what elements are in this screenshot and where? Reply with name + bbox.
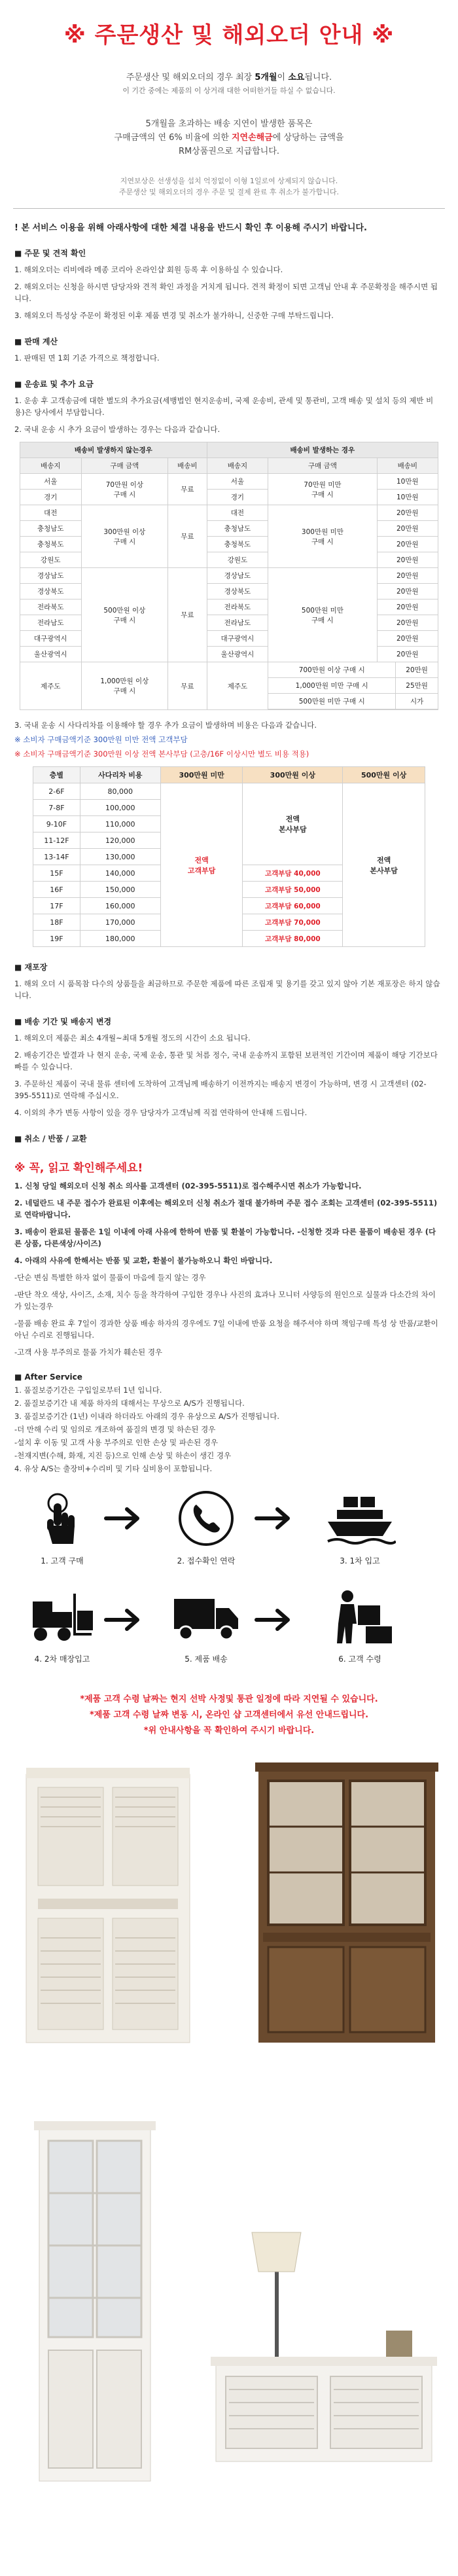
cell-cost: 80,000 [80,783,160,800]
cell-mid-extra: 고객부담 60,000 [243,898,343,914]
cell-under: 전액 고객부담 [160,783,243,947]
cell-region: 대구광역시 [207,631,268,647]
col-amount: 구매 금액 [81,458,168,474]
ladder-cost-table [33,766,425,947]
cell-region: 전라북도 [20,599,82,615]
cell-region: 충청남도 [20,521,82,537]
order-p2: 2. 해외오더는 신청을 하시면 담당자와 견적 확인 과정을 거치게 됩니다. 견적 확정이 되면 고객님 안내 후 주문확정을 해주시면 됩니다. [14,282,438,303]
cell-fee: 10만원 [377,490,438,505]
table-row [33,783,425,800]
cell-amount: 500만원 미만 구매 시 [268,694,396,709]
step-2 [160,1489,252,1566]
cell-amount: 300만원 이상 구매 시 [81,505,168,568]
right-header: 배송비 발생하는 경우 [207,442,438,458]
red-note-3: *위 안내사항을 꼭 확인하여 주시기 바랍니다. [143,1726,315,1736]
cell-fee: 20만원 [377,647,438,662]
delivery-p3: 3. 주문하신 제품이 국내 물류 센터에 도착하여 고객님께 배송하기 이전까지는 배송지 변경이 가능하며, 변경 시 고객센터 (02-395-5511)로 연락해 주십시오. [14,1079,427,1100]
ladder-note-2: ※ 소비자 구매금액기준 300만원 이상 전액 본사부담 (고층/16F 이상시만 별도 비용 적용) [14,749,309,759]
arrow-icon-2 [254,1505,293,1533]
step-5 [160,1587,252,1664]
cell-region: 전라남도 [207,615,268,631]
cell-fee: 시가 [396,694,438,709]
cell-region: 경기 [20,490,82,505]
table-row [20,662,438,710]
cell-region: 경상북도 [20,584,82,599]
cell-fee: 20만원 [377,505,438,521]
product-photos [0,1748,458,2514]
intro-compensation: 5개월을 초과하는 배송 지연이 발생한 품목은 구매금액의 연 6% 비율에 의한 지연손해금에 상당하는 금액을 RM상품권으로 지급합니다. [114,119,344,156]
phone-icon [177,1489,236,1548]
cell-fee: 20만원 [377,521,438,537]
section-tax-title: ■ 판매 계산 [14,337,58,346]
cell-region: 제주도 [207,662,268,710]
step-4-label: 4. 2차 매장입고 [34,1655,90,1664]
wood-cabinet-photo [255,1762,438,2043]
cell-mid-extra: 고객부담 50,000 [243,882,343,898]
notice: ! 본 서비스 이용을 위해 아래사항에 대한 체결 내용을 반드시 확인 후 이용해 주시기 바랍니다. [14,223,367,233]
cell-region: 대구광역시 [20,631,82,647]
section-cancel-title: ■ 취소 / 반품 / 교환 [14,1134,87,1143]
shipping-fee-table [20,442,438,710]
cell-mid-extra: 고객부담 40,000 [243,865,343,882]
cell-cost: 140,000 [80,865,160,882]
cell-fee: 20만원 [377,599,438,615]
white-glass-cabinet-photo [34,2121,156,2481]
cell-region: 울산광역시 [207,647,268,662]
white-cabinet-photo [26,1768,190,2043]
cell-fee: 20만원 [377,568,438,584]
arrow-icon [103,1505,143,1533]
cell-region: 경상남도 [207,568,268,584]
cell-region: 전라남도 [20,615,82,631]
cell-amount: 700만원 이상 구매 시 [268,662,396,678]
process-steps [0,1489,458,1685]
cell-floor: 16F [33,882,80,898]
col-fee: 배송비 [168,458,207,474]
cell-floor: 17F [33,898,80,914]
cell-fee: 20만원 [377,615,438,631]
truck-icon [170,1587,242,1646]
ship-p3: 3. 국내 운송 시 사다리차를 이용해야 할 경우 추가 요금이 발생하며 비용은 다음과 같습니다. [14,721,317,730]
step-3 [314,1489,406,1566]
delivery-p4: 4. 이외의 추가 변동 사항이 있을 경우 담당자가 고객님께 직접 연락하여 안내해 드립니다. [14,1108,308,1117]
cell-region: 대전 [207,505,268,521]
cancel-p3: 3. 배송이 완료된 물품은 1일 이내에 아래 사유에 한하여 반품 및 환불이 가능합니다. -신청한 것과 다른 물품이 배송된 경우 (다른 상품, 다른색상/사이즈) [14,1227,436,1248]
cancel-p2: 2. 네덜란드 내 주문 접수가 완료된 이후에는 해외오더 신청 취소가 절대 불가하며 주문 접수 조회는 고객센터 (02-395-5511)로 연락바랍니다. [14,1198,438,1219]
cell-mid-extra: 고객부담 80,000 [243,931,343,947]
cell-fee: 20만원 [396,662,438,678]
arrow-icon-3 [103,1607,143,1635]
cell-amount: 70만원 미만 구매 시 [268,474,377,505]
table-row [20,505,438,521]
cell-region: 경기 [207,490,268,505]
table-row [20,474,438,490]
cell-amount: 500만원 이상 구매 시 [81,568,168,662]
delivery-person-icon [324,1587,396,1646]
cancel-p5: -단순 변심 특별한 하자 없이 물품이 마음에 들지 않는 경우 [14,1273,206,1282]
intro-footnote: 지연보상은 선생성을 섭치 억정없이 이형 1일로여 상제되지 않습니다. 주문생산 및 해외오더의 경우 주문 및 결제 완료 후 취소가 불가합니다. [119,177,339,196]
intro: 주문생산 및 해외오더의 경우 최장 5개월이 소요됩니다. 이 기간 중에는 제품의 이 상거래 대한 어떠한거들 하실 수 없습니다. [122,73,336,95]
after-p7: 4. 유상 A/S는 출장비+수리비 및 기타 실비용이 포함됩니다. [14,1464,213,1473]
red-note-2: *제품 고객 수령 날짜 변동 시, 온라인 샵 고객센터에서 유선 안내드립니다. [89,1710,369,1720]
cell-fee: 무료 [168,662,207,710]
cell-floor: 9-10F [33,816,80,832]
step-1-label: 1. 고객 구매 [41,1556,84,1565]
cell-fee: 20만원 [377,537,438,552]
after-p1: 1. 품질보증기간은 구입일로부터 1년 입니다. [14,1386,162,1395]
cell-floor: 7-8F [33,800,80,816]
ship-icon [324,1489,396,1548]
cell-mid-extra: 고객부담 70,000 [243,914,343,931]
cancel-p6: -판단 착오 색상, 사이즈, 소재, 치수 등을 착각하여 구입한 경우나 사진의 효과나 모니터 사양등의 원인으로 실물과 다소간의 차이가 있는경우 [14,1290,436,1311]
section-order-title: ■ 주문 및 견적 확인 [14,249,86,258]
step-3-label: 3. 1차 입고 [340,1556,380,1565]
cell-fee: 25만원 [396,678,438,694]
cell-fee: 20만원 [377,631,438,647]
jeju-subtable [268,662,438,710]
red-notes [0,1692,458,1739]
cost-header: 300만원 미만 [160,767,243,783]
order-p3: 3. 해외오더 특성상 주문이 확정된 이후 제품 변경 및 취소가 불가하니, 신중한 구매 부탁드립니다. [14,311,334,320]
cell-amount: 1,000만원 미만 구매 시 [268,678,396,694]
cost-header: 층별 [33,767,80,783]
cell-cost: 180,000 [80,931,160,947]
section-resale-title: ■ 재포장 [14,963,48,972]
cell-cost: 130,000 [80,849,160,865]
page-title: ※ 주문생산 및 해외오더 안내 ※ [63,22,395,48]
cell-cost: 100,000 [80,800,160,816]
divider [13,208,445,209]
cell-region: 충청북도 [207,537,268,552]
cell-fee: 무료 [168,568,207,662]
cell-region: 울산광역시 [20,647,82,662]
cost-header: 사다리차 비용 [80,767,160,783]
cost-header: 300만원 이상 [243,767,343,783]
cell-amount: 70만원 이상 구매 시 [81,474,168,505]
ship-p2: 2. 국내 운송 시 추가 요금이 발생하는 경우는 다음과 같습니다. [14,425,220,434]
cell-region: 제주도 [20,662,82,710]
cell-fee: 무료 [168,474,207,505]
cell-region: 충청북도 [20,537,82,552]
cell-floor: 11-12F [33,832,80,849]
after-p3: 3. 품질보증기간 (1년) 이내라 하더라도 아래의 경우 유상으로 A/S가 진행됩니다. [14,1412,280,1421]
cell-amount: 1,000만원 이상 구매 시 [81,662,168,710]
cell-cost: 110,000 [80,816,160,832]
step-2-label: 2. 접수확인 연락 [177,1556,236,1565]
cell-region: 대전 [20,505,82,521]
ship-p1: 1. 운송 후 고객송금에 대한 별도의 추가요금(세뱅법인 현지운송비, 국제 운송비, 관세 및 통관비, 고객 배송 및 설치 등의 제반 비용)은 당사에서 부담합니다. [14,396,434,417]
table-row [20,568,438,584]
cell-floor: 2-6F [33,783,80,800]
cell-floor: 13-14F [33,849,80,865]
left-header: 배송비 발생하지 않는경우 [20,442,207,458]
cost-header: 500만원 이상 [343,767,425,783]
must-read: ※ 꼭, 읽고 확인해주세요! [14,1162,143,1175]
white-console-photo [211,2232,437,2461]
delivery-p1: 1. 해외오더 제품은 최소 4개월~최대 5개월 정도의 시간이 소요 됩니다. [14,1033,251,1043]
cell-region: 경상남도 [20,568,82,584]
cell-region: 경상북도 [207,584,268,599]
cell-cost: 150,000 [80,882,160,898]
arrow-icon-4 [254,1607,293,1635]
cell-amount: 300만원 미만 구매 시 [268,505,377,568]
after-p4: -더 만해 수리 및 임의로 개조하여 품질의 변경 및 하손된 경우 [14,1425,216,1434]
step-1 [16,1489,108,1566]
cell-cost: 160,000 [80,898,160,914]
col-region: 배송지 [20,458,82,474]
cell-region: 강원도 [207,552,268,568]
cancel-p1: 1. 신청 당일 해외오더 신청 취소 의사를 고객센터 (02-395-5511)로 접수해주시면 취소가 가능합니다. [14,1181,362,1190]
cancel-p4: 4. 아래의 사유에 한해서는 반품 및 교환, 환불이 불가능하오니 확인 바랍니다. [14,1256,273,1265]
after-p6: -천재지변(수해, 화재, 지진 등)으로 인해 손상 및 하손이 생긴 경우 [14,1451,232,1460]
cell-floor: 19F [33,931,80,947]
cell-region: 강원도 [20,552,82,568]
cell-mid: 전액 본사부담 [243,783,343,865]
cell-region: 충청남도 [207,521,268,537]
cell-region: 전라북도 [207,599,268,615]
furniture-photos [0,1748,458,2514]
red-note-1: *제품 고객 수령 날짜는 현지 선박 사정및 통관 일정에 따라 지연될 수 있습니다. [80,1694,378,1704]
step-6-label: 6. 고객 수령 [338,1655,381,1664]
cancel-p7: -물품 배송 완료 후 7일이 경과한 상품 배송 하자의 경우에도 7일 이내에 반품 요청을 해주셔야 하며 책임구매 특성 상 반품/교환이 아닌 수리로 진행됩니다. [14,1319,438,1340]
step-6 [314,1587,406,1664]
section-ship-title: ■ 운송료 및 추가 요금 [14,380,94,389]
cell-region: 서울 [20,474,82,490]
cell-fee: 20만원 [377,552,438,568]
tax-p1: 1. 판매된 면 1회 기준 가격으로 책정합니다. [14,353,160,363]
col-fee-2: 배송비 [377,458,438,474]
col-region-2: 배송지 [207,458,268,474]
cell-fee: 20만원 [377,584,438,599]
cell-fee: 무료 [168,505,207,568]
cell-cost: 120,000 [80,832,160,849]
step-4 [16,1587,108,1664]
cell-fee: 10만원 [377,474,438,490]
cell-amount: 500만원 미만 구매 시 [268,568,377,662]
col-amount-2: 구매 금액 [268,458,377,474]
cell-cost: 170,000 [80,914,160,931]
section-delivery-title: ■ 배송 기간 및 배송지 변경 [14,1017,112,1026]
cell-floor: 15F [33,865,80,882]
step-5-label: 5. 제품 배송 [185,1655,228,1664]
order-p1: 1. 해외오더는 리비에라 메종 코리아 온라인샵 회원 등록 후 이용하실 수 있습니다. [14,265,283,274]
cell-region: 서울 [207,474,268,490]
cell-floor: 18F [33,914,80,931]
resale-p1: 1. 해외 오더 시 품목참 다수의 상품들을 최금하므로 주문한 제품에 따른 조립재 및 용기를 갖고 있지 않아 기본 재포장은 하지 않습니다. [14,979,440,1000]
cell-over: 전액 본사부담 [343,783,425,947]
delivery-p2: 2. 배송기간은 발결과 나 현지 운송, 국제 운송, 통관 및 처름 정수, 국내 운송까지 포함된 보편적인 기간이며 제품이 해당 기간보다 빠를 수 있습니다. [14,1050,438,1071]
section-after-title: ■ After Service [14,1372,82,1382]
hand-tap-icon [33,1489,92,1548]
forklift-icon [26,1587,98,1646]
cancel-p8: -고객 사용 부주의로 물품 가치가 훼손된 경우 [14,1348,163,1357]
ladder-note-1: ※ 소비자 구매금액기준 300만원 미만 전액 고객부담 [14,735,188,744]
after-p2: 2. 품질보증기간 내 제품 하자의 대해서는 무상으로 A/S가 진행됩니다. [14,1399,245,1408]
after-p5: -설치 후 이동 및 고객 사용 부주의로 인한 손상 및 파손된 경우 [14,1438,218,1447]
